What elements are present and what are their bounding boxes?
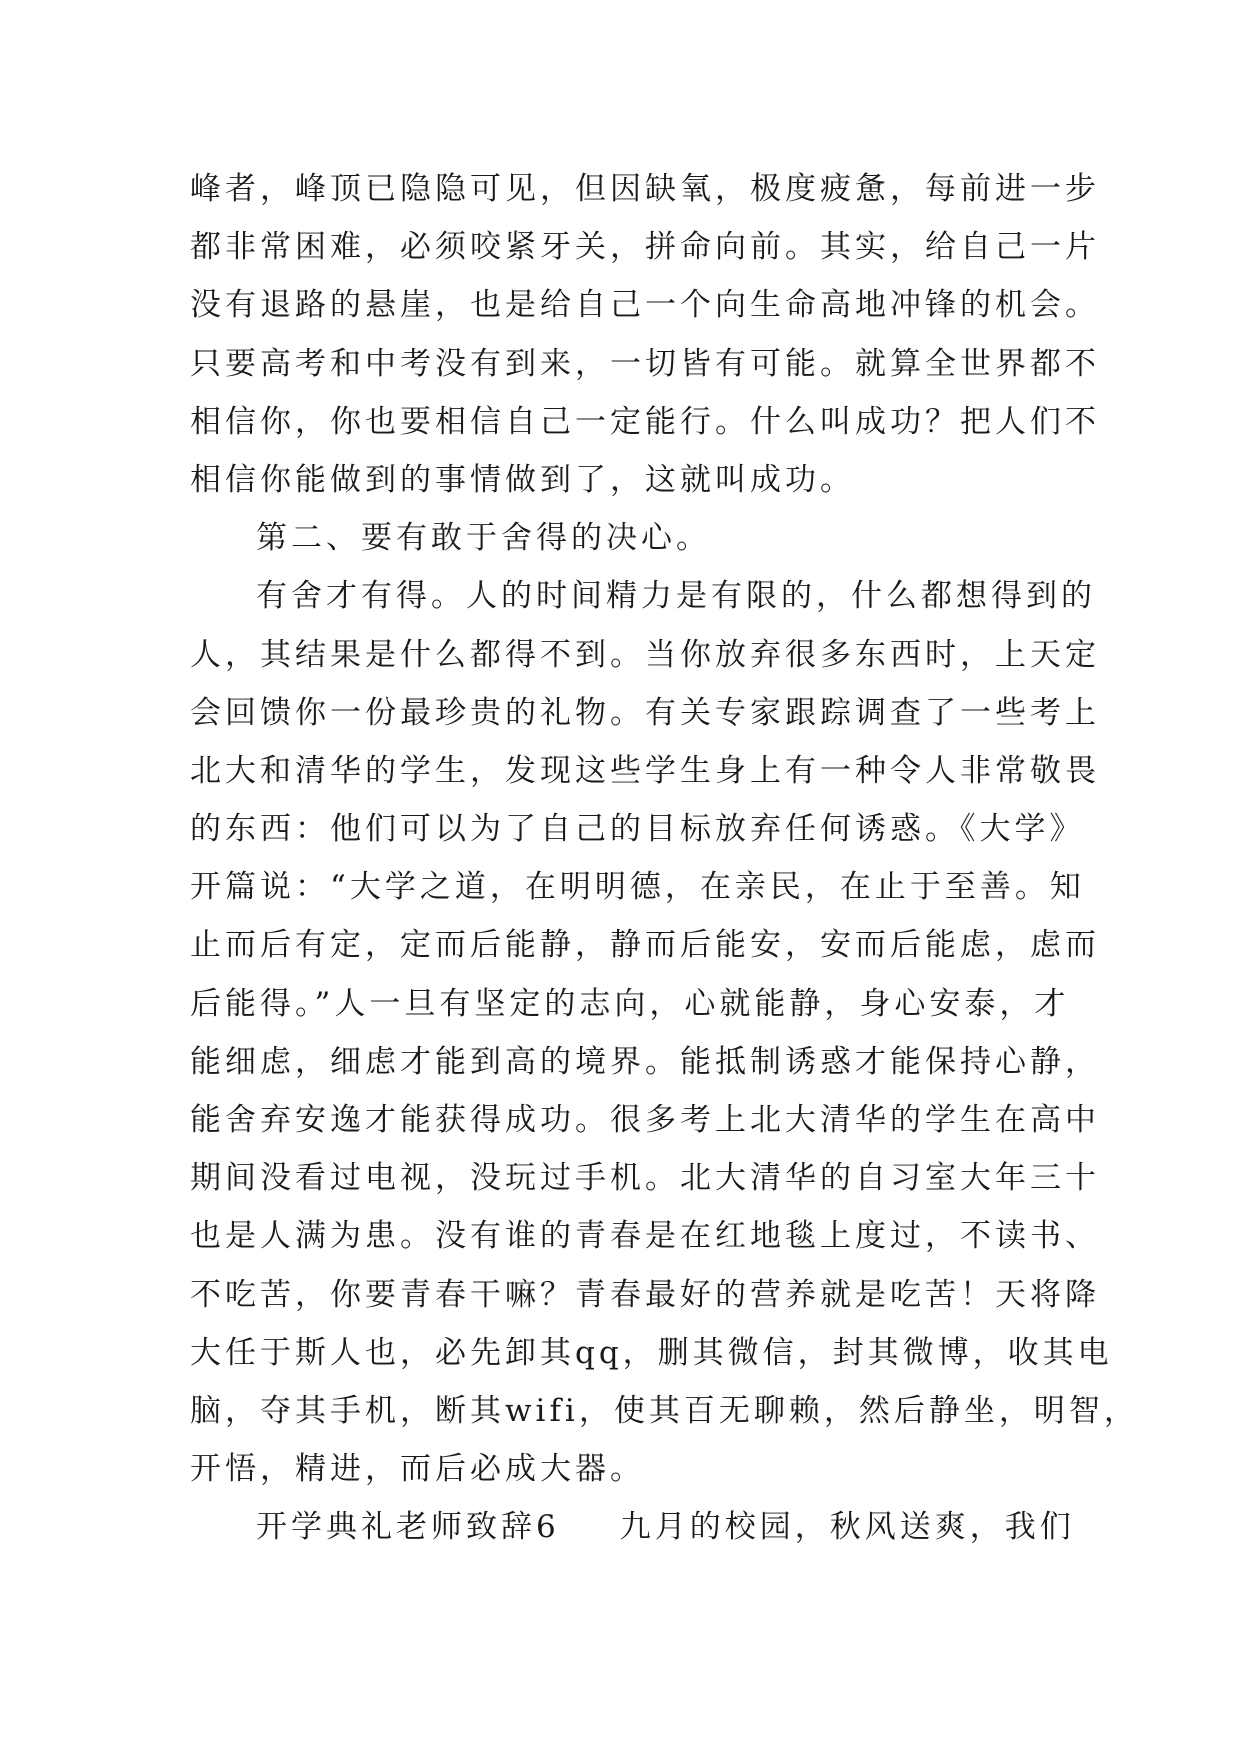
text-line: 开篇说：“大学之道，在明明德，在亲民，在止于至善。知: [190, 869, 1085, 906]
text-line: 止而后有定，定而后能静，静而后能安，安而后能虑，虑而: [190, 927, 1100, 964]
text-line: 的东西：他们可以为了自己的目标放弃任何诱惑。《大学》: [190, 811, 1085, 848]
text-line: 开悟，精进，而后必成大器。: [190, 1451, 645, 1488]
text-line: 会回馈你一份最珍贵的礼物。有关专家跟踪调查了一些考上: [190, 694, 1100, 731]
text-line: 大任于斯人也，必先卸其qq，删其微信，封其微博，收其电: [190, 1334, 1113, 1371]
text-line: 脑，夺其手机，断其wifi，使其百无聊赖，然后静坐，明智，: [190, 1392, 1139, 1429]
text-line: 相信你能做到的事情做到了，这就叫成功。: [190, 461, 855, 498]
text-line: 能细虑，细虑才能到高的境界。能抵制诱惑才能保持心静，: [190, 1043, 1100, 1080]
text-line: 期间没看过电视，没玩过手机。北大清华的自习室大年三十: [190, 1160, 1100, 1197]
text-line: 没有退路的悬崖，也是给自己一个向生命高地冲锋的机会。: [190, 287, 1100, 324]
text-line: 北大和清华的学生，发现这些学生身上有一种令人非常敬畏: [190, 752, 1100, 789]
text-line: 只要高考和中考没有到来，一切皆有可能。就算全世界都不: [190, 345, 1100, 382]
text-line: 不吃苦，你要青春干嘛？青春最好的营养就是吃苦！天将降: [190, 1276, 1100, 1313]
article-title: 开学典礼老师致辞6: [256, 1509, 560, 1546]
text-line: 也是人满为患。没有谁的青春是在红地毯上度过，不读书、: [190, 1218, 1100, 1255]
section-heading: 第二、要有敢于舍得的决心。: [256, 520, 711, 557]
paragraph-first-line: 有舍才有得。人的时间精力是有限的，什么都想得到的: [256, 578, 1096, 615]
text-line: 峰者，峰顶已隐隐可见，但因缺氧，极度疲惫，每前进一步: [190, 171, 1100, 207]
document-body: [190, 160, 1139, 1557]
next-article-line: [190, 1498, 1075, 1556]
text-line: 能舍弃安逸才能获得成功。很多考上北大清华的学生在高中: [190, 1102, 1100, 1138]
text-line: 人，其结果是什么都得不到。当你放弃很多东西时，上天定: [190, 636, 1100, 673]
article-opening-text: 九月的校园，秋风送爽，我们: [619, 1509, 1075, 1546]
text-line: 相信你，你也要相信自己一定能行。什么叫成功？把人们不: [190, 403, 1100, 440]
text-line: 后能得。”人一旦有坚定的志向，心就能静，身心安泰，才: [190, 985, 1070, 1022]
text-line: 都非常困难，必须咬紧牙关，拼命向前。其实，给自己一片: [190, 229, 1100, 266]
